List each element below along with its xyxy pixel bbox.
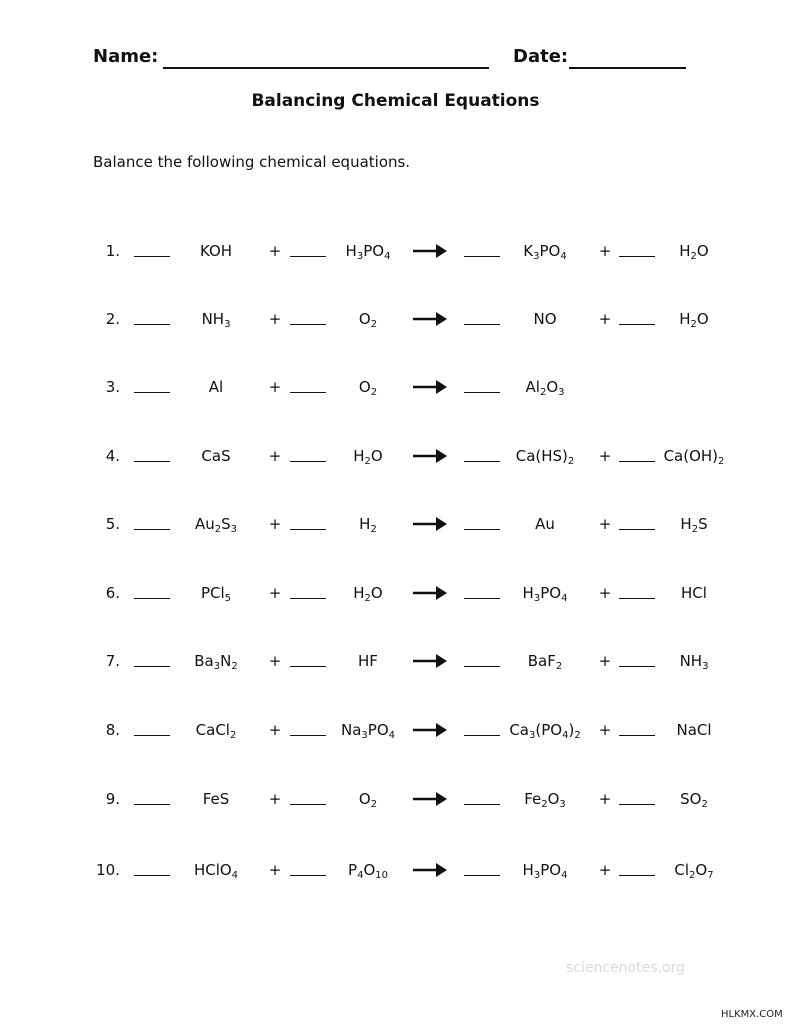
- equation-number: 4.: [105, 447, 120, 465]
- subscript: 2: [370, 387, 378, 398]
- instructions-text: Balance the following chemical equations.: [93, 153, 411, 171]
- coefficient-blank-3[interactable]: [464, 445, 500, 462]
- coefficient-blank-3[interactable]: [464, 513, 500, 530]
- subscript: 2: [364, 456, 371, 467]
- formula-text: HF: [358, 652, 378, 670]
- subscript: 4: [357, 870, 364, 881]
- formula-text: K: [523, 242, 534, 260]
- subscript: 4: [562, 730, 569, 741]
- subscript: 2: [370, 319, 378, 330]
- plus-sign: +: [268, 721, 282, 739]
- formula-text: P: [348, 861, 358, 879]
- equation-row: [0, 650, 791, 674]
- reaction-arrow-icon: [412, 514, 448, 534]
- formula-p1: [497, 445, 593, 467]
- formula-r2: [320, 240, 416, 262]
- formula-text: H: [680, 515, 692, 533]
- coefficient-blank-1[interactable]: [134, 788, 170, 805]
- reaction-arrow-icon: [412, 720, 448, 740]
- plus-sign: +: [598, 515, 612, 533]
- formula-text: H: [679, 310, 691, 328]
- formula-p2: [646, 513, 742, 535]
- formula-text: H: [522, 584, 534, 602]
- subscript: 4: [231, 870, 239, 881]
- subscript: 4: [560, 251, 567, 262]
- equation-number: 7.: [105, 652, 120, 670]
- formula-text: Ca(HS): [515, 447, 568, 465]
- subscript: 2: [718, 456, 725, 467]
- coefficient-blank-1[interactable]: [134, 582, 170, 599]
- equation-row: [0, 376, 791, 400]
- formula-p2: [646, 308, 742, 330]
- formula-text: O: [696, 310, 709, 328]
- formula-p2: [646, 859, 742, 881]
- reaction-arrow-icon: [412, 309, 448, 329]
- formula-r1: [168, 788, 264, 810]
- formula-r1: [168, 859, 264, 881]
- formula-text: HCl: [681, 584, 707, 602]
- formula-text: O: [370, 447, 383, 465]
- formula-text: N: [220, 652, 232, 670]
- equation-number: 8.: [105, 721, 120, 739]
- plus-sign: +: [268, 515, 282, 533]
- formula-text: KOH: [199, 242, 233, 260]
- formula-r2: [320, 582, 416, 604]
- formula-p1: [497, 513, 593, 535]
- plus-sign: +: [598, 721, 612, 739]
- subscript: 3: [702, 661, 709, 672]
- coefficient-blank-1[interactable]: [134, 513, 170, 530]
- formula-text: O: [546, 378, 559, 396]
- subscript: 3: [558, 387, 565, 398]
- formula-text: Na: [340, 721, 362, 739]
- equation-number: 3.: [105, 378, 120, 396]
- formula-text: O: [547, 790, 560, 808]
- formula-text: Ca(OH): [663, 447, 719, 465]
- coefficient-blank-3[interactable]: [464, 376, 500, 393]
- subscript: 3: [356, 251, 364, 262]
- reaction-arrow-icon: [412, 583, 448, 603]
- coefficient-blank-1[interactable]: [134, 240, 170, 257]
- subscript: 3: [528, 730, 536, 741]
- formula-r1: [168, 650, 264, 672]
- formula-r2: [320, 650, 416, 672]
- formula-text: O: [363, 861, 376, 879]
- equation-row: [0, 513, 791, 537]
- reaction-arrow-icon: [412, 651, 448, 671]
- plus-sign: +: [598, 584, 612, 602]
- formula-r2: [320, 788, 416, 810]
- equation-number: 9.: [105, 790, 120, 808]
- subscript: 2: [370, 799, 378, 810]
- coefficient-blank-3[interactable]: [464, 582, 500, 599]
- coefficient-blank-1[interactable]: [134, 859, 170, 876]
- coefficient-blank-3[interactable]: [464, 650, 500, 667]
- formula-p2: [646, 582, 742, 604]
- coefficient-blank-3[interactable]: [464, 240, 500, 257]
- formula-text: H: [522, 861, 534, 879]
- formula-p1: [497, 650, 593, 672]
- formula-text: HClO: [193, 861, 232, 879]
- name-label: Name:: [93, 46, 159, 67]
- subscript: 5: [224, 593, 232, 604]
- formula-text: Al: [208, 378, 224, 396]
- equation-row: [0, 308, 791, 332]
- subscript: 2: [364, 593, 371, 604]
- coefficient-blank-3[interactable]: [464, 308, 500, 325]
- subscript: 4: [384, 251, 391, 262]
- reaction-arrow-icon: [412, 860, 448, 880]
- subscript: 3: [361, 730, 368, 741]
- plus-sign: +: [598, 652, 612, 670]
- subscript: 3: [533, 870, 541, 881]
- plus-sign: +: [598, 310, 612, 328]
- formula-p1: [497, 240, 593, 262]
- reaction-arrow-icon: [412, 241, 448, 261]
- subscript: 3: [230, 524, 238, 535]
- plus-sign: +: [598, 861, 612, 879]
- subscript: 2: [690, 251, 697, 262]
- formula-text: NaCl: [676, 721, 712, 739]
- formula-r2: [320, 445, 416, 467]
- formula-text: CaCl: [195, 721, 230, 739]
- formula-text: H: [353, 584, 365, 602]
- subscript: 2: [567, 456, 575, 467]
- plus-sign: +: [268, 242, 282, 260]
- equation-number: 1.: [105, 242, 120, 260]
- formula-text: FeS: [202, 790, 230, 808]
- formula-r1: [168, 308, 264, 330]
- formula-text: H: [359, 515, 371, 533]
- formula-text: H: [345, 242, 357, 260]
- formula-p2: [646, 445, 742, 467]
- watermark: sciencenotes.org: [566, 960, 685, 976]
- formula-text: PO: [367, 721, 389, 739]
- subscript: 4: [561, 870, 568, 881]
- formula-text: O: [370, 584, 383, 602]
- subscript: 3: [559, 799, 566, 810]
- formula-text: H: [679, 242, 691, 260]
- equation-number: 6.: [105, 584, 120, 602]
- formula-r1: [168, 513, 264, 535]
- formula-r1: [168, 445, 264, 467]
- formula-text: PO: [540, 584, 562, 602]
- coefficient-blank-1[interactable]: [134, 376, 170, 393]
- formula-text: Fe: [524, 790, 542, 808]
- formula-r2: [320, 719, 416, 741]
- equation-row: [0, 859, 791, 883]
- date-label: Date:: [513, 46, 569, 67]
- formula-r2: [320, 513, 416, 535]
- plus-sign: +: [268, 790, 282, 808]
- subscript: 3: [224, 319, 231, 330]
- formula-text: PO: [539, 242, 561, 260]
- subscript: 2: [214, 524, 222, 535]
- formula-p2: [646, 240, 742, 262]
- formula-text: Al: [525, 378, 540, 396]
- coefficient-blank-1[interactable]: [134, 650, 170, 667]
- subscript: 2: [691, 524, 699, 535]
- formula-text: O: [358, 790, 371, 808]
- reaction-arrow-icon: [412, 377, 448, 397]
- plus-sign: +: [268, 861, 282, 879]
- coefficient-blank-1[interactable]: [134, 445, 170, 462]
- equation-number: 10.: [96, 861, 120, 879]
- subscript: 10: [375, 870, 388, 881]
- plus-sign: +: [268, 378, 282, 396]
- equation-row: [0, 582, 791, 606]
- formula-r2: [320, 859, 416, 881]
- formula-r2: [320, 376, 416, 398]
- equation-row: [0, 240, 791, 264]
- formula-text: S: [698, 515, 708, 533]
- formula-text: BaF: [527, 652, 556, 670]
- equation-row: [0, 788, 791, 812]
- formula-r1: [168, 376, 264, 398]
- subscript: 2: [539, 387, 547, 398]
- subscript: 2: [229, 730, 237, 741]
- reaction-arrow-icon: [412, 789, 448, 809]
- formula-text: (PO: [535, 721, 563, 739]
- reaction-arrow-icon: [412, 446, 448, 466]
- plus-sign: +: [268, 584, 282, 602]
- formula-p1: [497, 582, 593, 604]
- formula-text: Ca: [509, 721, 529, 739]
- page-title: Balancing Chemical Equations: [251, 91, 540, 111]
- subscript: 4: [561, 593, 568, 604]
- formula-text: Ba: [194, 652, 214, 670]
- plus-sign: +: [268, 652, 282, 670]
- formula-p1: [497, 859, 593, 881]
- coefficient-blank-3[interactable]: [464, 788, 500, 805]
- formula-text: PCl: [200, 584, 225, 602]
- plus-sign: +: [598, 790, 612, 808]
- date-field[interactable]: [569, 49, 686, 69]
- equation-number: 2.: [105, 310, 120, 328]
- equation-row: [0, 719, 791, 743]
- subscript: 4: [388, 730, 396, 741]
- formula-p1: [497, 788, 593, 810]
- formula-text: H: [353, 447, 365, 465]
- subscript: 2: [701, 799, 708, 810]
- plus-sign: +: [598, 447, 612, 465]
- footer-mark: HLKMX.COM: [721, 1009, 783, 1020]
- subscript: 2: [231, 661, 238, 672]
- subscript: 2: [541, 799, 548, 810]
- plus-sign: +: [598, 242, 612, 260]
- formula-p1: [497, 308, 593, 330]
- formula-text: S: [221, 515, 231, 533]
- formula-text: O: [695, 861, 708, 879]
- subscript: 7: [707, 870, 714, 881]
- formula-r1: [168, 719, 264, 741]
- formula-text: PO: [363, 242, 385, 260]
- formula-text: NH: [679, 652, 703, 670]
- subscript: 2: [689, 870, 696, 881]
- formula-text: Au: [535, 515, 555, 533]
- plus-sign: +: [268, 447, 282, 465]
- formula-text: Cl: [674, 861, 690, 879]
- formula-p1: [497, 376, 593, 398]
- subscript: 2: [555, 661, 563, 672]
- formula-text: Au: [194, 515, 215, 533]
- subscript: 2: [370, 524, 377, 535]
- formula-p2: [646, 719, 742, 741]
- equation-row: [0, 445, 791, 469]
- subscript: 3: [533, 251, 540, 262]
- formula-text: PO: [540, 861, 562, 879]
- formula-text: O: [358, 378, 371, 396]
- formula-text: O: [696, 242, 709, 260]
- formula-p2: [646, 788, 742, 810]
- subscript: 3: [533, 593, 541, 604]
- formula-p2: [646, 650, 742, 672]
- formula-r1: [168, 240, 264, 262]
- formula-r1: [168, 582, 264, 604]
- formula-text: NH: [201, 310, 225, 328]
- formula-text: SO: [680, 790, 702, 808]
- formula-p1: [497, 719, 593, 741]
- formula-text: ): [568, 721, 575, 739]
- formula-text: O: [358, 310, 371, 328]
- coefficient-blank-1[interactable]: [134, 719, 170, 736]
- formula-text: CaS: [201, 447, 231, 465]
- coefficient-blank-3[interactable]: [464, 719, 500, 736]
- subscript: 2: [574, 730, 581, 741]
- coefficient-blank-1[interactable]: [134, 308, 170, 325]
- subscript: 3: [213, 661, 221, 672]
- coefficient-blank-3[interactable]: [464, 859, 500, 876]
- formula-text: NO: [533, 310, 557, 328]
- equation-number: 5.: [105, 515, 120, 533]
- formula-r2: [320, 308, 416, 330]
- subscript: 2: [690, 319, 697, 330]
- name-field[interactable]: [163, 49, 489, 69]
- plus-sign: +: [268, 310, 282, 328]
